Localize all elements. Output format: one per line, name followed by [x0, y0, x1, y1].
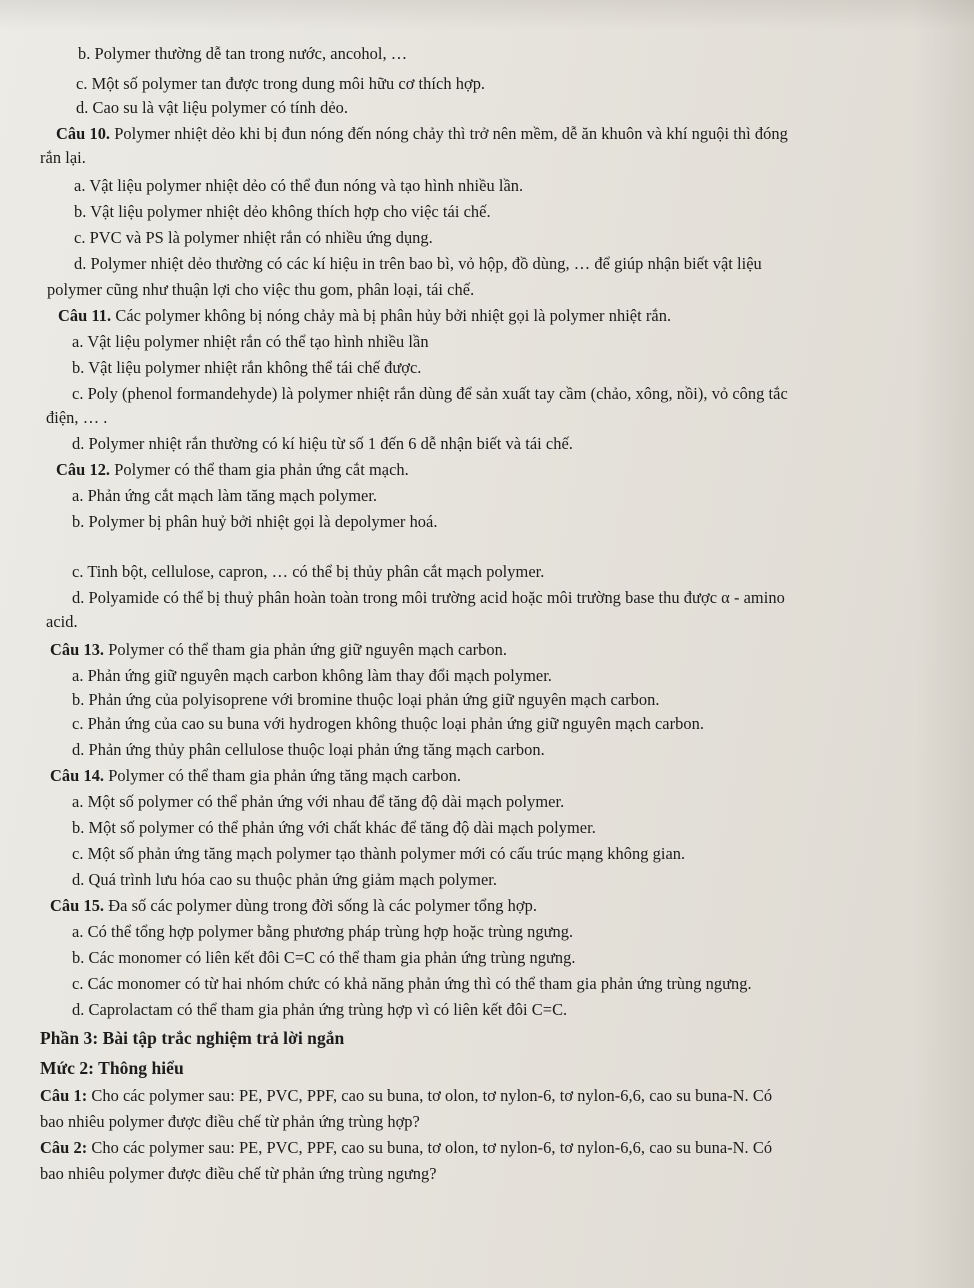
option-line: d. Polymer nhiệt dẻo thường có các kí hiệu in trên bao bì, vỏ hộp, đồ dùng, … để giúp nhận biết vật liệu [74, 254, 762, 273]
option-line: a. Phản ứng giữ nguyên mạch carbon không làm thay đổi mạch polymer. [72, 666, 552, 685]
text-line: bao nhiêu polymer được điều chế từ phản ứng trùng hợp? [40, 1112, 420, 1131]
question-number: Câu 10. [56, 124, 111, 143]
text-line: rắn lại. [40, 148, 86, 167]
option-line: d. Quá trình lưu hóa cao su thuộc phản ứng giảm mạch polymer. [72, 870, 498, 889]
option-line: b. Phản ứng của polyisoprene với bromine thuộc loại phản ứng giữ nguyên mạch carbon. [72, 690, 660, 709]
option-line: b. Các monomer có liên kết đôi C=C có thể tham gia phản ứng trùng ngưng. [72, 948, 576, 967]
option-line: a. Có thể tổng hợp polymer bằng phương pháp trùng hợp hoặc trùng ngưng. [72, 922, 574, 941]
text-line: c. Một số polymer tan được trong dung môi hữu cơ thích hợp. [76, 74, 486, 93]
question-number: Câu 14. [50, 766, 105, 785]
section-heading: Phần 3: Bài tập trắc nghiệm trả lời ngắn [40, 1028, 345, 1048]
option-line: c. Phản ứng của cao su buna với hydrogen không thuộc loại phản ứng giữ nguyên mạch carbon. [72, 714, 705, 733]
option-line: b. Vật liệu polymer nhiệt rắn không thể tái chế được. [72, 358, 422, 377]
section-subheading: Mức 2: Thông hiểu [40, 1058, 184, 1078]
option-line: c. Tinh bột, cellulose, capron, … có thể bị thủy phân cắt mạch polymer. [72, 562, 545, 581]
page-shadow-right [914, 0, 974, 1288]
option-line: a. Phản ứng cắt mạch làm tăng mạch polymer. [72, 486, 378, 505]
option-line: b. Một số polymer có thể phản ứng với chất khác để tăng độ dài mạch polymer. [72, 818, 596, 837]
question-number: Câu 1: [40, 1086, 88, 1105]
question-line: Câu 13. Polymer có thể tham gia phản ứng giữ nguyên mạch carbon. [50, 640, 508, 659]
text-line: acid. [46, 612, 78, 631]
option-line: c. Các monomer có từ hai nhóm chức có khả năng phản ứng thì có thể tham gia phản ứng trùng ngưng. [72, 974, 752, 993]
option-line: a. Một số polymer có thể phản ứng với nhau để tăng độ dài mạch polymer. [72, 792, 565, 811]
question-line: Câu 15. Đa số các polymer dùng trong đời sống là các polymer tổng hợp. [50, 896, 537, 915]
option-line: c. Poly (phenol formandehyde) là polymer nhiệt rắn dùng để sản xuất tay cầm (chảo, xông, nồi), vỏ công tắc [72, 384, 788, 403]
option-line: c. Một số phản ứng tăng mạch polymer tạo thành polymer mới có cấu trúc mạng không gian. [72, 844, 686, 863]
text-line: điện, … . [46, 408, 108, 427]
option-line: b. Vật liệu polymer nhiệt dẻo không thích hợp cho việc tái chế. [74, 202, 491, 221]
text-line: b. Polymer thường dễ tan trong nước, ancohol, … [78, 44, 408, 63]
question-number: Câu 2: [40, 1138, 88, 1157]
text-line: d. Cao su là vật liệu polymer có tính dẻo. [76, 98, 349, 117]
question-line: Câu 10. Polymer nhiệt dẻo khi bị đun nóng đến nóng chảy thì trở nên mềm, dễ ăn khuôn và khí nguội thì đóng [56, 124, 788, 143]
question-line: Câu 11. Các polymer không bị nóng chảy mà bị phân hủy bởi nhiệt gọi là polymer nhiệt rắn. [58, 306, 672, 325]
question-line: Câu 2: Cho các polymer sau: PE, PVC, PPF, cao su buna, tơ olon, tơ nylon-6, tơ nylon-6,6, cao su buna-N. Có [40, 1138, 773, 1157]
question-line: Câu 12. Polymer có thể tham gia phản ứng cắt mạch. [56, 460, 409, 479]
text-line: polymer cũng như thuận lợi cho việc thu gom, phân loại, tái chế. [47, 280, 475, 299]
page-shadow-top [0, 0, 974, 30]
option-line: a. Vật liệu polymer nhiệt rắn có thể tạo hình nhiều lần [72, 332, 429, 351]
option-line: d. Phản ứng thủy phân cellulose thuộc loại phản ứng tăng mạch carbon. [72, 740, 545, 759]
question-number: Câu 12. [56, 460, 111, 479]
option-line: b. Polymer bị phân huỷ bởi nhiệt gọi là depolymer hoá. [72, 512, 438, 531]
option-line: d. Caprolactam có thể tham gia phản ứng trùng hợp vì có liên kết đôi C=C. [72, 1000, 568, 1019]
question-line: Câu 14. Polymer có thể tham gia phản ứng tăng mạch carbon. [50, 766, 461, 785]
option-line: c. PVC và PS là polymer nhiệt rắn có nhiều ứng dụng. [74, 228, 433, 247]
question-number: Câu 11. [58, 306, 112, 325]
option-line: d. Polyamide có thể bị thuỷ phân hoàn toàn trong môi trường acid hoặc môi trường base thu được α - amino [72, 588, 785, 607]
question-line: Câu 1: Cho các polymer sau: PE, PVC, PPF, cao su buna, tơ olon, tơ nylon-6, tơ nylon-6,6, cao su buna-N. Có [40, 1086, 773, 1105]
question-number: Câu 15. [50, 896, 105, 915]
option-line: a. Vật liệu polymer nhiệt dẻo có thể đun nóng và tạo hình nhiều lần. [74, 176, 524, 195]
question-number: Câu 13. [50, 640, 105, 659]
option-line: d. Polymer nhiệt rắn thường có kí hiệu từ số 1 đến 6 dễ nhận biết và tái chế. [72, 434, 573, 453]
text-line: bao nhiêu polymer được điều chế từ phản ứng trùng ngưng? [40, 1164, 437, 1183]
